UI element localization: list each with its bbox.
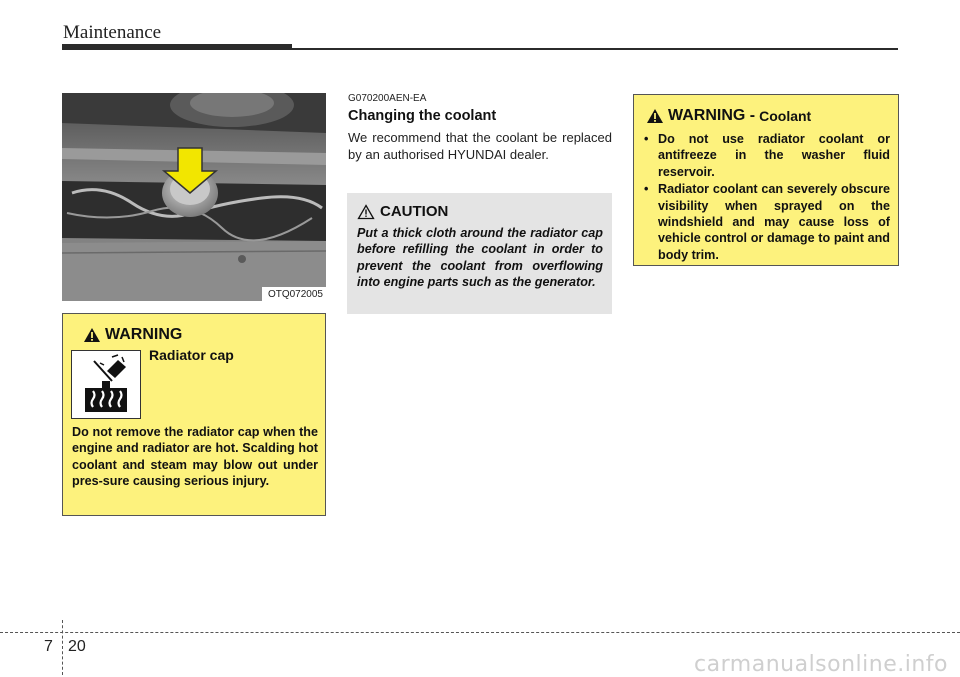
- caution-triangle-icon: [357, 204, 375, 220]
- caution-title: CAUTION: [380, 203, 449, 220]
- warning-title-row: [83, 326, 182, 344]
- warning-text: Do not remove the radiator cap when the engine and radiator are hot. Scalding hot coolant and steam may blow out under pres-sure causing serious injury.: [72, 425, 318, 489]
- warning-triangle-icon: [646, 108, 664, 124]
- footer-divider: [62, 620, 63, 675]
- warning-coolant-title-row: [646, 107, 811, 125]
- warning-coolant-subtitle: Coolant: [759, 108, 812, 124]
- header-title: Maintenance: [63, 22, 162, 43]
- warning-triangle-icon: [83, 327, 101, 343]
- photo-code: OTQ072005: [262, 287, 326, 301]
- caution-text: Put a thick cloth around the radiator cap before refilling the coolant in order to prevent the coolant from overflowing into engine parts such as the generator.: [357, 226, 603, 289]
- engine-bay-illustration: [62, 93, 326, 301]
- list-item: • Do not use radiator coolant or antifreeze in the washer fluid reservoir.: [642, 131, 890, 180]
- hot-radiator-pictogram-icon: [71, 350, 141, 419]
- warning-radiator-cap: [62, 313, 326, 516]
- warning-title: WARNING: [105, 326, 183, 343]
- header-bar: [62, 44, 292, 50]
- warning-coolant-title: WARNING -: [668, 107, 756, 124]
- page-number: 20: [68, 638, 86, 655]
- footer-rule: [0, 632, 960, 633]
- section-body: We recommend that the coolant be replaced by an authorised HYUNDAI dealer.: [348, 130, 612, 162]
- section-code: G070200AEN-EA: [348, 93, 427, 104]
- watermark: carmanualsonline.info: [694, 652, 948, 677]
- warning-coolant: [633, 94, 899, 266]
- caution-box: [347, 193, 612, 314]
- caution-title-row: [357, 203, 448, 220]
- warning-coolant-list: [642, 131, 890, 264]
- engine-photo: [62, 93, 326, 301]
- header-rule: [292, 48, 898, 50]
- section-title: Changing the coolant: [348, 108, 497, 124]
- warning-subtitle: Radiator cap: [149, 347, 234, 363]
- list-item: • Radiator coolant can severely obscure visibility when sprayed on the windshield and may cause loss of vehicle control or damage to paint and body trim.: [642, 181, 890, 263]
- chapter-number: 7: [44, 638, 53, 655]
